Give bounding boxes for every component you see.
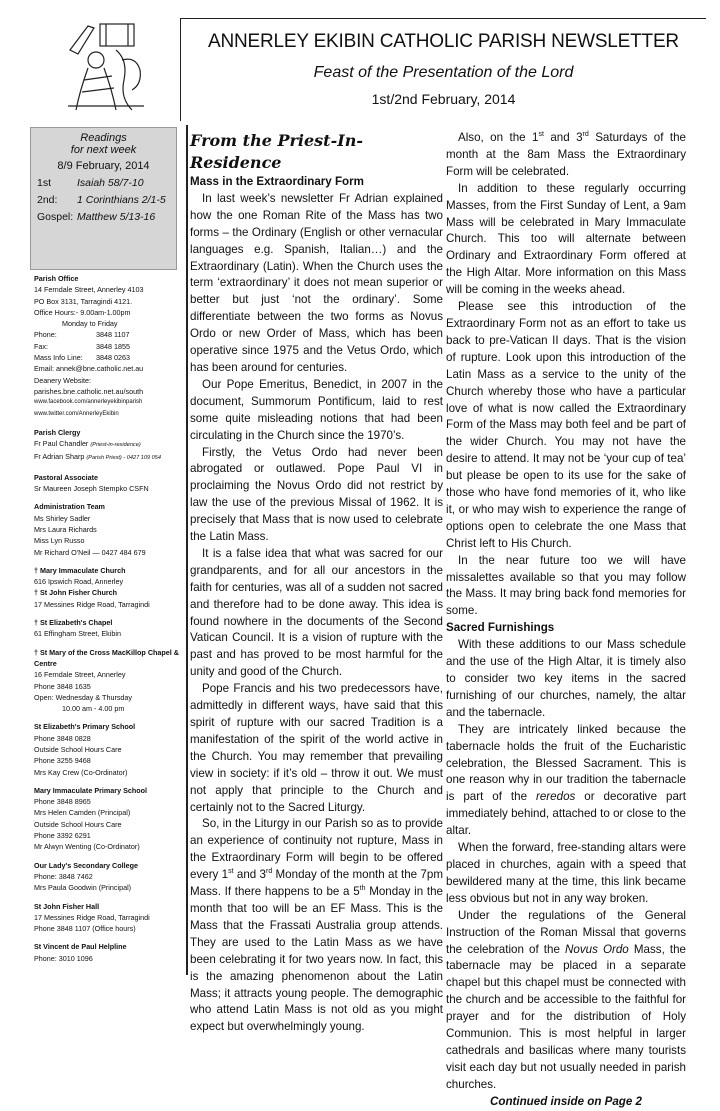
paragraph: Our Pope Emeritus, Benedict, in 2007 in the document, Summorum Pontificum, laid to rest some quite misleading notions that had been circulating in the Church since the 1970’s. (190, 377, 443, 442)
paragraph: In last week’s newsletter Fr Adrian explained how the one Roman Rite of the Mass has two forms – the Ordinary (English or other vernacular languages e.g. Spanish, Italian…) and the Extraordinary (Latin). When the Church uses the term ‘extraordinary’ it does not mean superior or better but just ‘not the ordinary’. Some differentiate between the two forms as Novus Ordo or new Order of Mass, which has been operative since 1975 and the Vetus Ordo, which has been around for centuries. (190, 191, 443, 374)
office-block: Parish Office 14 Ferndale Street, Annerley 4103 PO Box 3131, Tarragindi 4121. Office Hours:- 9.00am-1.00pm Monday to Friday Phone: 3848 1107 Fax: 3848 1855 Mass Info Line: 3848 0263 Email: annek@bne.catholic.net.au Deanery Website: parishes.bne.catholic.net.au/south www.facebook.com/annerleyekibinparish www.twitter.com/AnnerleyEkibin (34, 273, 184, 420)
church-mary-immaculate: † Mary Immaculate Church 616 Ipswich Road, Annerley (34, 565, 126, 587)
twitter-link[interactable]: www.twitter.com/AnnerleyEkibin (34, 410, 119, 417)
admin-block: Administration Team Ms Shirley Sadler Mrs Laura Richards Miss Lyn Russo Mr Richard O'Neil — 0427 484 679 (34, 502, 146, 557)
school-mary-immaculate: Mary Immaculate Primary School Phone 3848 8965 Mrs Helen Camden (Principal) Outside School Hours Care Phone 3392 6291 Mr Alwyn Wenting (Co-Ordinator) (34, 785, 148, 852)
paragraph: In the near future too we will have missalettes available so that you may follow the Mass. It may bring back fond memories for some. (446, 553, 686, 618)
parish-directory (34, 273, 184, 964)
readings-title: Readings (80, 132, 127, 144)
issue-date: 1st/2nd February, 2014 (371, 91, 516, 107)
paragraph: Also, on the 1st and 3rd Saturdays of the month at the 8am Mass the Extraordinary Form will be celebrated. (446, 131, 686, 178)
reading-row: 2nd: 1 Corinthians 2/1-5 (37, 194, 166, 206)
article-column-2 (446, 130, 686, 1111)
reading-row: 1st Isaiah 58/7-10 (37, 177, 144, 189)
reading-row: Gospel: Matthew 5/13-16 (37, 211, 156, 223)
college-our-ladys: Our Lady's Secondary College Phone: 3848 7462 Mrs Paula Goodwin (Principal) (34, 860, 138, 893)
pastoral-block: Pastoral Associate Sr Maureen Joseph Stempko CSFN (34, 472, 149, 494)
paragraph: When the forward, free-standing altars were placed in churches, again with a speed that bewildered many at the time, this link became less obvious but not in any way broken. (446, 841, 686, 905)
paragraph: It is a false idea that what was sacred for our grandparents, and for all our ancestors in the faith for centuries, was all of a sudden not sacred and therefore had to be done away. This idea is found nowhere in the documents of the Second Vatican Council. It is a vision of rupture with the past and has proved to be most harmful for the unity and good of the Church. (190, 546, 443, 679)
school-st-elizabeth: St Elizabeth's Primary School Phone 3848 0828 Outside School Hours Care Phone 3255 9468 Mrs Kay Crew (Co-Ordinator) (34, 722, 136, 777)
paragraph: Firstly, the Vetus Ordo had never been abrogated or outlawed. Pope Paul VI in proclaiming the Novus Ordo did not restrict by law the use of the previous Missal of 1962. It is precisely that Mass that is now used to celebrate the Latin Mass. (190, 445, 443, 544)
clergy-block: Parish Clergy Fr Paul Chandler (Priest-in-residence) Fr Adrian Sharp (Parish Priest) - 0427 109 054 (34, 427, 161, 462)
hall-st-john-fisher: St John Fisher Hall 17 Messines Ridge Road, Tarragindi Phone 3848 1107 (Office hours) (34, 901, 150, 934)
paragraph: Under the regulations of the General Instruction of the Roman Missal that governs the celebration of the Novus Ordo Mass, the tabernacle may be placed in a separate chapel but this chapel must be connected with the church and be accessible to the faithful for prayer and for the distribution of Holy Communion. This is most helpful in larger cathedrals and basilicas where many tourists visit each day but not usually needed in parish churches. (446, 908, 686, 1091)
article-column-1 (190, 130, 443, 1036)
paragraph: So, in the Liturgy in our Parish so as to provide an experience of continuity not rupture, Mass in the Extraordinary Form will begin to be offered every 1st and 3rd Monday of the month at the 7pm Mass. If there happens to be a 5th Monday in the month that too will be an EF Mass. This is the Mass that the Frassati Australia group attends. They are used to the Latin Mass as we have been celebrating it for two years now. In fact, this is the amazing phenomenon about the Latin Mass; it attracts young people. The demographic who attend Latin Mass is not old as you might expect but overwhelmingly young. (190, 817, 443, 1034)
masthead (180, 18, 706, 121)
section-heading: Mass in the Extraordinary Form (190, 175, 364, 188)
chapel-st-elizabeth: † St Elizabeth's Chapel 61 Effingham Street, Ekibin (34, 618, 121, 639)
email-link[interactable]: Email: annek@bne.catholic.net.au (34, 364, 144, 374)
paragraph: In addition to these regularly occurring Masses, from the First Sunday of Lent, a 9am Mass will be celebrated in Mary Immaculate Church. This too will alternate between Ordinary and Extraordinary Form offered at the High Altar. More information on this Mass will be coming in the weeks ahead. (446, 181, 686, 297)
column-title: From the Priest-In-Residence (190, 131, 363, 172)
paragraph: Please see this introduction of the Extraordinary Form not as an effort to take us back to pre-Vatican II days. That is the vision of rupture. Look upon this introduction of the Latin Mass as a service to the unity of the Church whereby those who have a particular love of what is now called the Extraordinary Form of the Mass may both feel and be part of the wider Church. You may not have the desire to attend. It may not be ‘your cup of tea’ but please be open to its use for the sake of those who have fond memories of it, who like it, or who may wish to experience the range of options open to celebrate the one Mass that Christ left to His Church. (446, 300, 686, 550)
facebook-link[interactable]: www.facebook.com/annerleyekibinparish (34, 399, 143, 406)
readings-subtitle: for next week (70, 144, 137, 156)
paragraph: They are intricately linked because the tabernacle holds the fruit of the Eucharistic celebration, the Blessed Sacrament. This is one reason why in our tradition the tabernacle is part of the reredos or decorative part immediately behind, attached to or close to the altar. (446, 722, 686, 838)
newsletter-title: ANNERLEY EKIBIN CATHOLIC PARISH NEWSLETTER (208, 31, 679, 52)
church-st-john-fisher: † St John Fisher Church 17 Messines Ridge Road, Tarragindi (34, 588, 150, 609)
section-heading: Sacred Furnishings (446, 621, 555, 635)
paragraph: With these additions to our Mass schedule and the use of the High Altar, it is timely also to consider two key items in the sacred furnishing of our churches, namely, the altar and the tabernacle. (446, 638, 686, 719)
readings-date: 8/9 February, 2014 (57, 160, 150, 172)
paragraph: Pope Francis and his two predecessors have, admittedly in different ways, have said that this spirit of rupture with our sacred Tradition is a manifestation of the spirit of the world active in the Church. You may remember that prevailing view in society: if it’s old – throw it out. We must not apply that principle to the Church and certainly not to the Sacred Liturgy. (190, 682, 443, 814)
continued-notice: Continued inside on Page 2 (489, 1094, 643, 1108)
website-link[interactable]: parishes.bne.catholic.net.au/south (34, 386, 144, 396)
readings-box (30, 127, 177, 270)
chapel-mackillop: † St Mary of the Cross MacKillop Chapel & Centre 16 Ferndale Street, Annerley Phone 3848 1635 Open: Wednesday & Thursday 10.00 am - 4.00 pm (34, 647, 179, 714)
svdp-helpline: St Vincent de Paul Helpline Phone: 3010 1096 (34, 942, 127, 963)
column-divider (186, 125, 188, 975)
feast-subtitle: Feast of the Presentation of the Lord (313, 64, 574, 81)
parish-logo (66, 20, 146, 112)
